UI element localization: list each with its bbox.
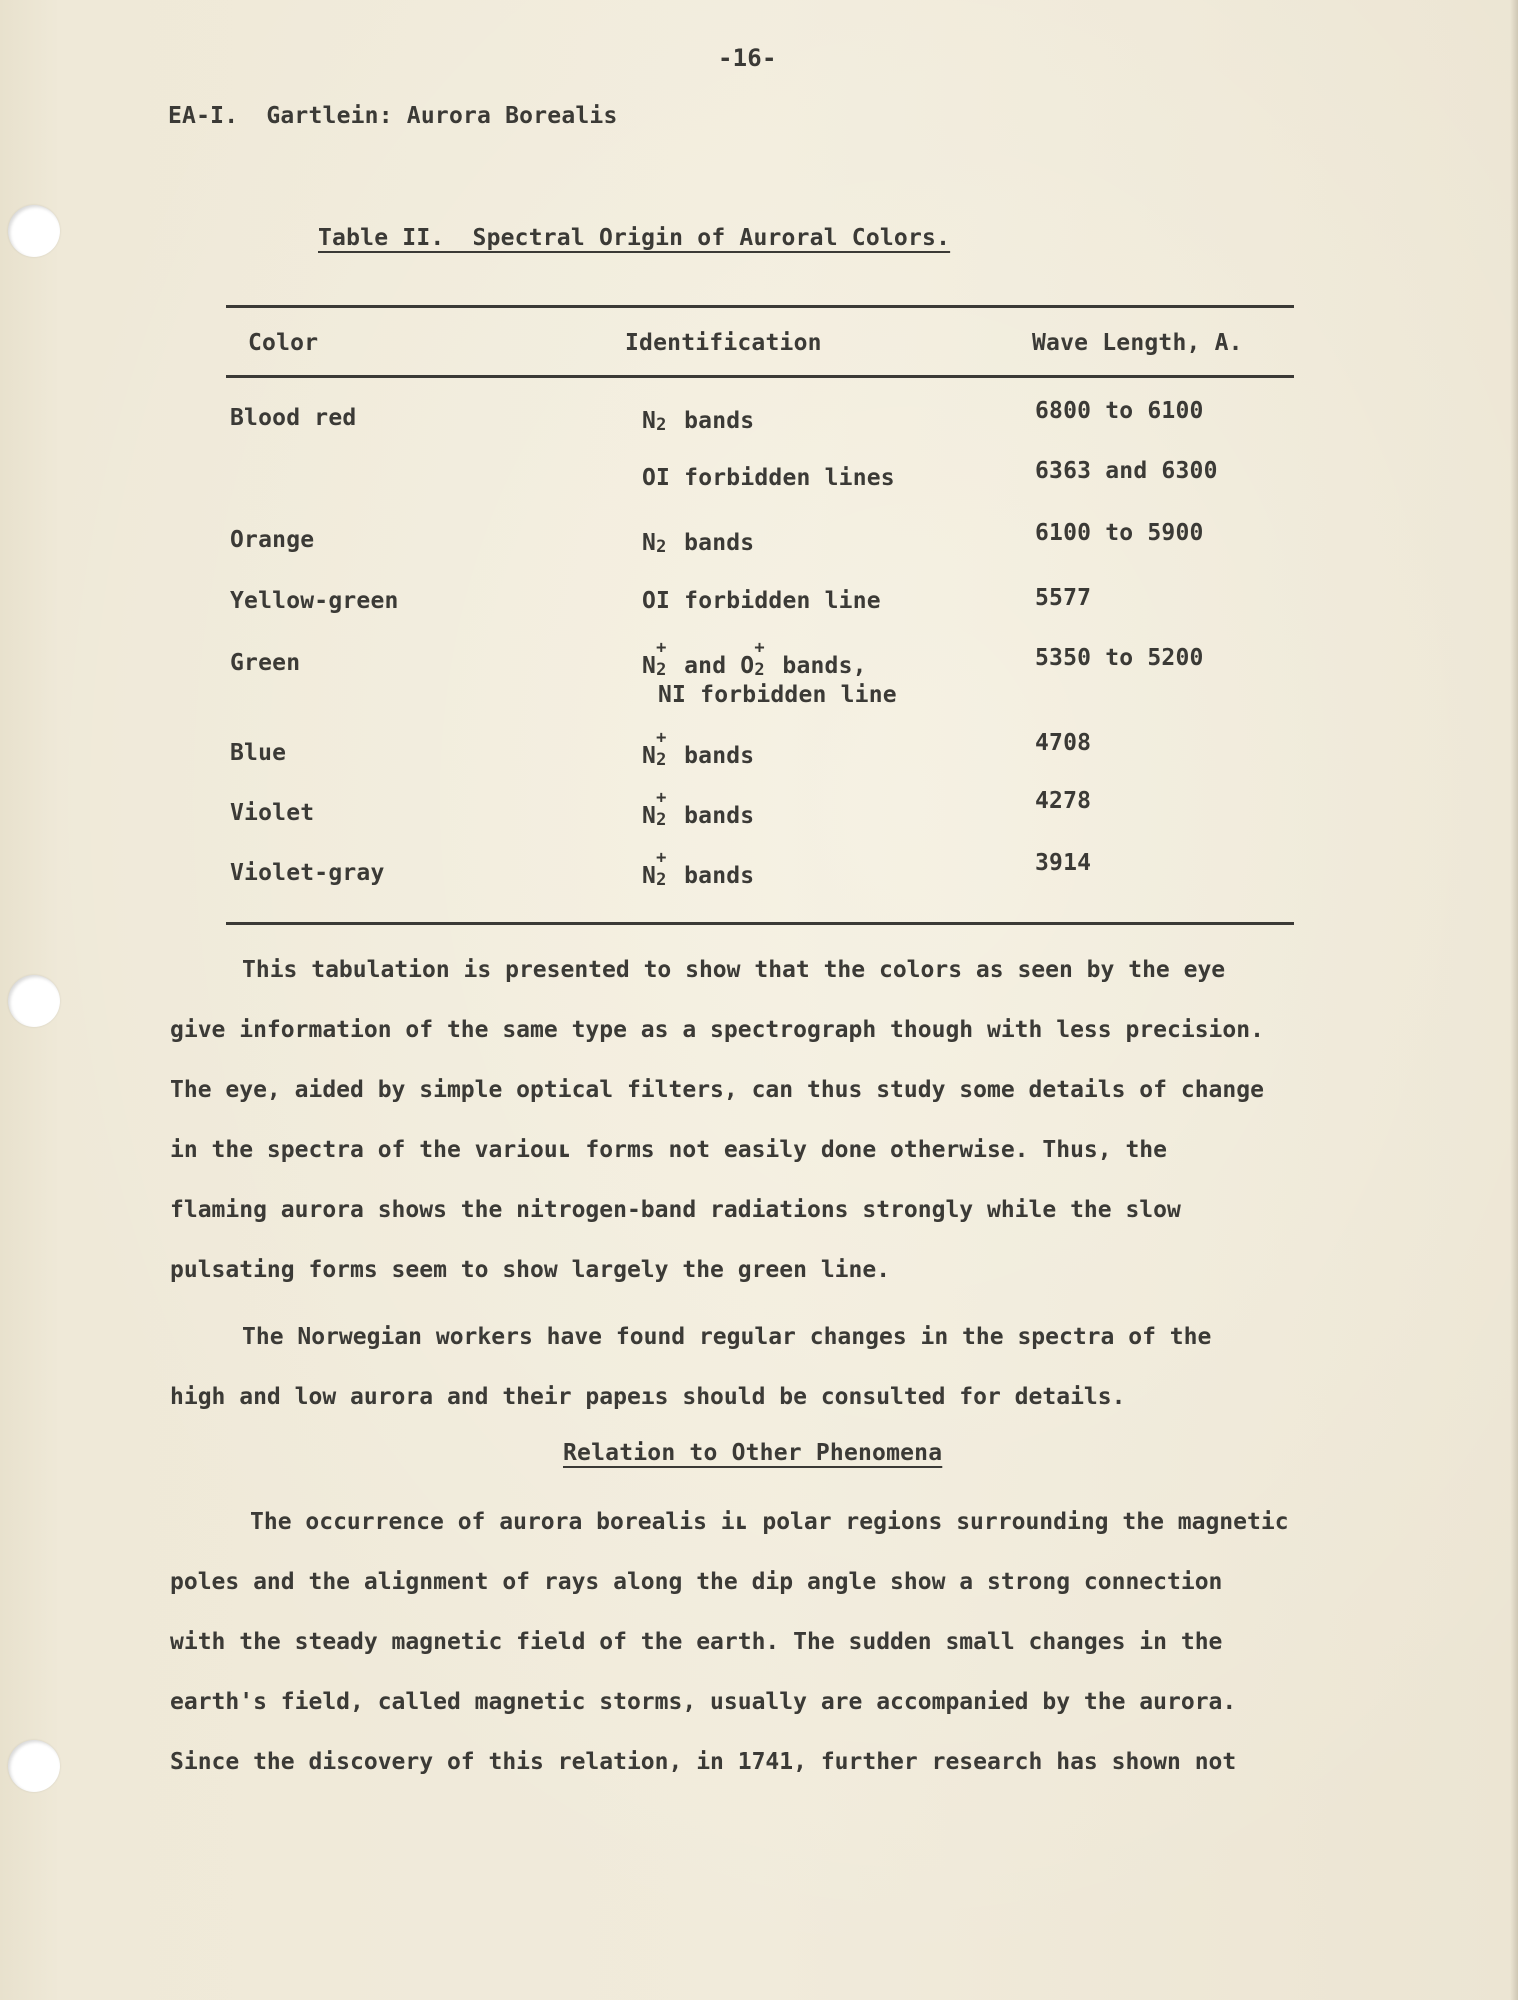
paragraph: The Norwegian workers have found regular changes in the spectra of the high and low aurora and their papeıs should be consulted for details. [170,1324,1212,1410]
ident-superscript: + [656,638,667,658]
table-cell-color: Blood red [230,405,357,431]
table-cell-identification [642,527,754,556]
table-cell-wavelength: 6100 to 5900 [1035,520,1204,546]
ident-text: bands [670,803,755,829]
table-cell-identification [642,465,895,491]
page-edge-shadow [1510,0,1518,2000]
column-header-identification: Identification [625,330,822,356]
ident-script [656,405,670,435]
table-cell-identification-line2: NI forbidden line [658,682,897,708]
table-cell-wavelength: 4278 [1035,788,1092,814]
table-cell-color: Violet [230,800,315,826]
ident-script [656,788,670,830]
ident-text: N [642,408,657,434]
table-header-rule [226,375,1294,378]
table-cell-wavelength: 3914 [1035,850,1092,876]
ident-text: N [642,530,657,556]
page-number: -16- [718,44,777,72]
table-cell-color: Violet-gray [230,860,385,886]
ident-subscript: 2 [656,660,667,680]
running-header: EA-I. Gartlein: Aurora Borealis [168,103,618,129]
ident-text: and O [670,653,755,679]
table-cell-wavelength: 5350 to 5200 [1035,645,1204,671]
table-cell-identification [642,588,881,614]
ident-script [656,638,670,680]
punch-hole [8,205,60,257]
table-cell-identification [642,638,867,680]
ident-superscript: + [656,848,667,868]
table-cell-identification [642,848,755,890]
table-cell-wavelength: 6363 and 6300 [1035,458,1218,484]
punch-hole [8,975,60,1027]
table-bottom-rule [226,922,1294,925]
table-cell-wavelength: 4708 [1035,730,1092,756]
column-header-color: Color [248,330,319,356]
column-header-wavelength: Wave Length, A. [1032,330,1243,356]
table-cell-identification [642,405,754,434]
table-cell-wavelength: 5577 [1035,585,1092,611]
ident-superscript: + [656,788,667,808]
ident-superscript: + [754,638,765,658]
ident-subscript: 2 [656,810,667,830]
ident-text: N [642,743,657,769]
section-heading: Relation to Other Phenomena [563,1440,943,1466]
ident-text: bands [670,530,755,556]
ident-script [656,848,670,890]
punch-hole [8,1740,60,1792]
ident-text: bands [670,408,755,434]
table-top-rule [226,305,1294,308]
ident-text: N [642,653,657,679]
ident-subscript: 2 [754,660,765,680]
paragraph: The occurrence of aurora borealis iʟ polar regions surrounding the magnetic poles and the alignment of rays along the dip angle show a strong connection with the steady magnetic field of the earth. The sudden small changes in the earth's field, called magnetic storms, usually are accompanied by the aurora. Since the discovery of this relation, in 1741, further research has shown not [170,1509,1289,1775]
paragraph: This tabulation is presented to show that the colors as seen by the eye give information of the same type as a spectrograph though with less precision. The eye, aided by simple optical filters, can thus study some details of change in the spectra of the variouʟ forms not easily done otherwise. Thus, the flaming aurora shows the nitrogen-band radiations strongly while the slow pulsating forms seem to show largely the green line. [170,957,1264,1283]
ident-subscript: 2 [656,870,667,890]
ident-subscript: 2 [656,415,667,435]
ident-script [656,728,670,770]
table-cell-color: Yellow-green [230,588,399,614]
ident-script [754,638,768,680]
table-title: Table II. Spectral Origin of Auroral Colors. [318,225,951,251]
ident-text: bands [670,863,755,889]
ident-text: bands [670,743,755,769]
ident-script [656,527,670,557]
ident-text: OI forbidden line [642,588,881,614]
ident-subscript: 2 [656,537,667,557]
table-cell-wavelength: 6800 to 6100 [1035,398,1204,424]
ident-text: N [642,803,657,829]
ident-text: OI forbidden lines [642,465,895,491]
ident-text: bands, [768,653,867,679]
table-cell-color: Orange [230,527,315,553]
table-cell-color: Green [230,650,301,676]
ident-superscript: + [656,728,667,748]
table-cell-identification [642,788,755,830]
table-cell-color: Blue [230,740,287,766]
ident-text: N [642,863,657,889]
ident-subscript: 2 [656,750,667,770]
table-cell-identification [642,728,755,770]
